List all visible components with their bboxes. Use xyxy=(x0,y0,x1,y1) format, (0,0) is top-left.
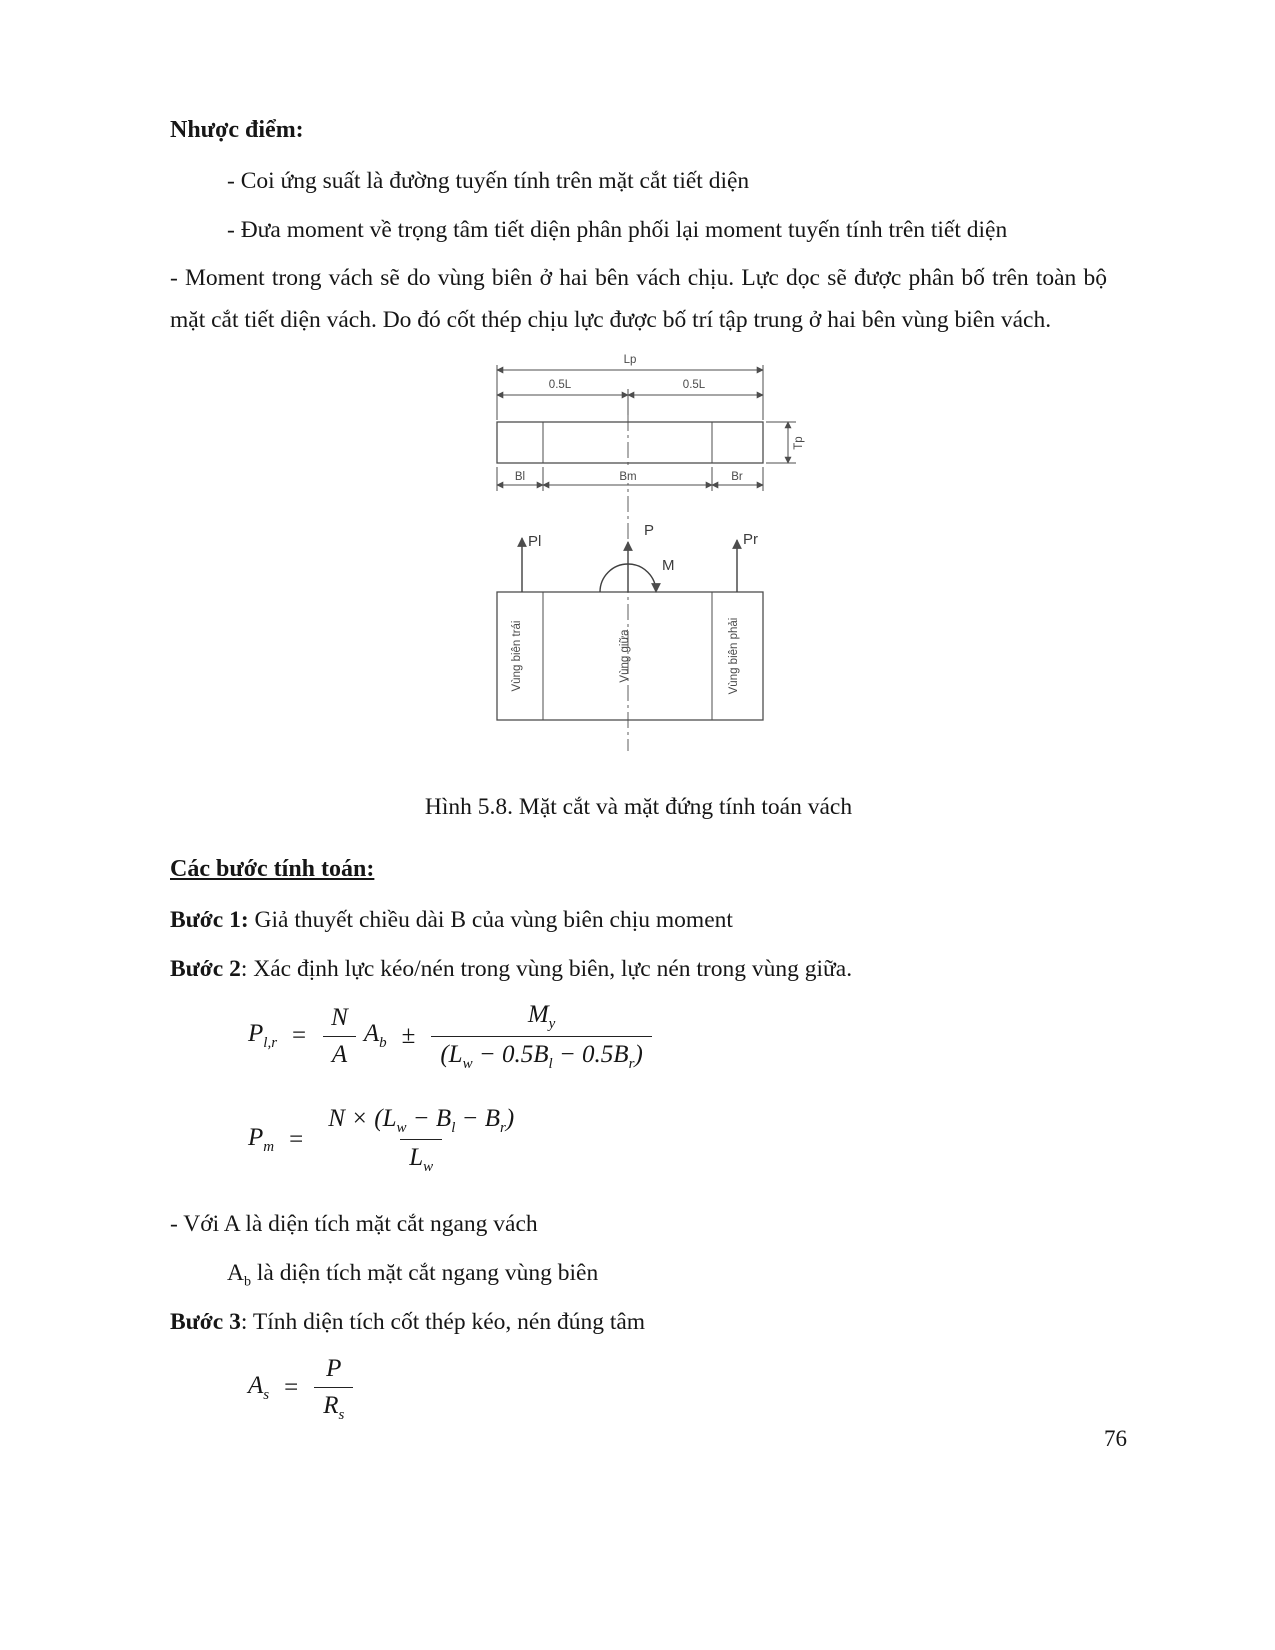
force-label-pl: Pl xyxy=(528,533,542,551)
step-2-text: : Xác định lực kéo/nén trong vùng biên, lực nén trong vùng giữa. xyxy=(240,955,853,982)
dim-label-bm: Bm xyxy=(619,471,637,484)
f1-equals: = xyxy=(292,1022,307,1050)
f1-coef xyxy=(364,1020,387,1052)
f1-den-p1: (L xyxy=(440,1040,463,1068)
f1-lhs-base: P xyxy=(248,1020,264,1048)
step-1 xyxy=(170,900,1107,942)
f2-den-p1: L xyxy=(409,1144,424,1172)
f3-den xyxy=(314,1387,353,1426)
f2-den xyxy=(400,1139,442,1178)
f2-fraction xyxy=(319,1101,523,1179)
f1-den-p3: − 0.5B xyxy=(552,1040,629,1068)
f3-den-sub: s xyxy=(338,1406,345,1423)
step-3 xyxy=(170,1302,1107,1344)
note-ab-base: A xyxy=(227,1260,244,1287)
f1-den-s3: r xyxy=(628,1055,635,1072)
f2-equals: = xyxy=(289,1125,304,1153)
step-1-text: Giả thuyết chiều dài B của vùng biên chịu moment xyxy=(248,906,733,933)
f1-coef-base: A xyxy=(363,1020,380,1048)
f3-equals: = xyxy=(284,1374,299,1402)
f1-num2-sub: y xyxy=(548,1016,556,1033)
dimension-lines xyxy=(497,365,796,491)
f1-den-s2: l xyxy=(548,1055,553,1072)
f1-lhs-sub: l,r xyxy=(263,1035,278,1052)
force-arrows xyxy=(522,538,737,592)
f2-lhs xyxy=(248,1124,274,1156)
page-content xyxy=(170,110,1107,1452)
steps-heading: Các bước tính toán: xyxy=(170,855,375,882)
f2-num-s3: r xyxy=(500,1119,506,1136)
figure-5-8 xyxy=(170,349,1107,777)
step-2-label: Bước 2 xyxy=(170,955,241,982)
dim-label-half-l-left: 0.5L xyxy=(548,379,572,392)
disadvantage-item-2: - Đưa moment về trọng tâm tiết diện phân phối lại moment tuyến tính trên tiết diện xyxy=(227,216,1008,243)
f3-lhs-sub: s xyxy=(263,1387,270,1404)
f2-lhs-base: P xyxy=(248,1123,264,1151)
f3-num: P xyxy=(326,1354,342,1382)
note-ab-sub: b xyxy=(243,1273,252,1290)
f1-plusminus: ± xyxy=(401,1022,416,1050)
f1-frac2-den xyxy=(431,1036,651,1075)
f1-frac2-num xyxy=(519,997,565,1035)
formula-steel-area xyxy=(245,1351,1107,1426)
zone-label-middle: Vùng giữa xyxy=(619,629,631,683)
note-a: - Với A là diện tích mặt cắt ngang vách xyxy=(170,1211,538,1238)
figure-caption: Hình 5.8. Mặt cắt và mặt đứng tính toán vách xyxy=(424,794,853,821)
step-1-label: Bước 1: xyxy=(170,906,249,933)
dim-label-bl: Bl xyxy=(514,471,526,484)
zone-label-left: Vùng biên trái xyxy=(511,620,523,692)
f1-frac1-den: A xyxy=(323,1036,356,1073)
step-3-label: Bước 3 xyxy=(170,1309,241,1336)
f1-fraction-moment xyxy=(431,997,651,1075)
f1-frac1-num: N xyxy=(331,1003,348,1031)
f1-fraction-na xyxy=(322,1000,357,1073)
f1-den-p4: ) xyxy=(634,1040,643,1068)
force-label-pr: Pr xyxy=(743,531,758,549)
f2-num-s2: l xyxy=(451,1119,456,1136)
f2-num-s1: w xyxy=(396,1119,407,1136)
wall-diagram xyxy=(470,349,890,777)
f1-num2-base: M xyxy=(527,1001,549,1029)
f2-lhs-sub: m xyxy=(263,1138,275,1155)
f1-den-p2: − 0.5B xyxy=(472,1040,549,1068)
f3-fraction xyxy=(314,1351,353,1426)
plan-view xyxy=(497,422,763,463)
moment-label-m: M xyxy=(662,557,675,575)
dim-label-half-l-right: 0.5L xyxy=(682,379,706,392)
zone-label-right: Vùng biên phải xyxy=(728,617,740,695)
disadvantages-heading: Nhược điểm: xyxy=(170,117,304,143)
note-ab xyxy=(227,1253,1107,1295)
page-number: 76 xyxy=(1104,1426,1127,1451)
f2-num-p3: − B xyxy=(455,1104,501,1132)
f2-num xyxy=(319,1101,523,1139)
step-2 xyxy=(170,949,1107,991)
force-label-p: P xyxy=(644,522,655,540)
f3-den-base: R xyxy=(323,1391,339,1419)
dim-label-tp: Tp xyxy=(793,436,805,450)
f2-num-p4: ) xyxy=(505,1104,515,1132)
disadvantage-item-1: - Coi ứng suất là đường tuyến tính trên mặt cắt tiết diện xyxy=(227,167,750,194)
f1-lhs xyxy=(248,1020,277,1052)
disadvantages-paragraph: - Moment trong vách sẽ do vùng biên ở hai bên vách chịu. Lực dọc sẽ được phân bố trên toàn bộ mặt cắt tiết diện vách. Do đó cốt thép chịu lực được bố trí tập trung ở hai bên vùng biên vách. xyxy=(170,265,1107,334)
f2-den-s1: w xyxy=(423,1159,434,1176)
f1-coef-sub: b xyxy=(379,1035,387,1052)
step-3-text: : Tính diện tích cốt thép kéo, nén đúng tâm xyxy=(240,1309,646,1336)
f2-num-p1: N × (L xyxy=(328,1104,397,1132)
dim-label-br: Br xyxy=(731,471,743,484)
dim-label-lp: Lp xyxy=(623,354,637,367)
formula-boundary-force xyxy=(245,997,1107,1075)
f2-num-p2: − B xyxy=(406,1104,452,1132)
f1-den-s1: w xyxy=(462,1055,473,1072)
note-ab-text: là diện tích mặt cắt ngang vùng biên xyxy=(251,1260,599,1287)
f3-lhs xyxy=(248,1372,269,1404)
formula-middle-force xyxy=(245,1101,1107,1179)
f3-lhs-base: A xyxy=(248,1372,264,1400)
